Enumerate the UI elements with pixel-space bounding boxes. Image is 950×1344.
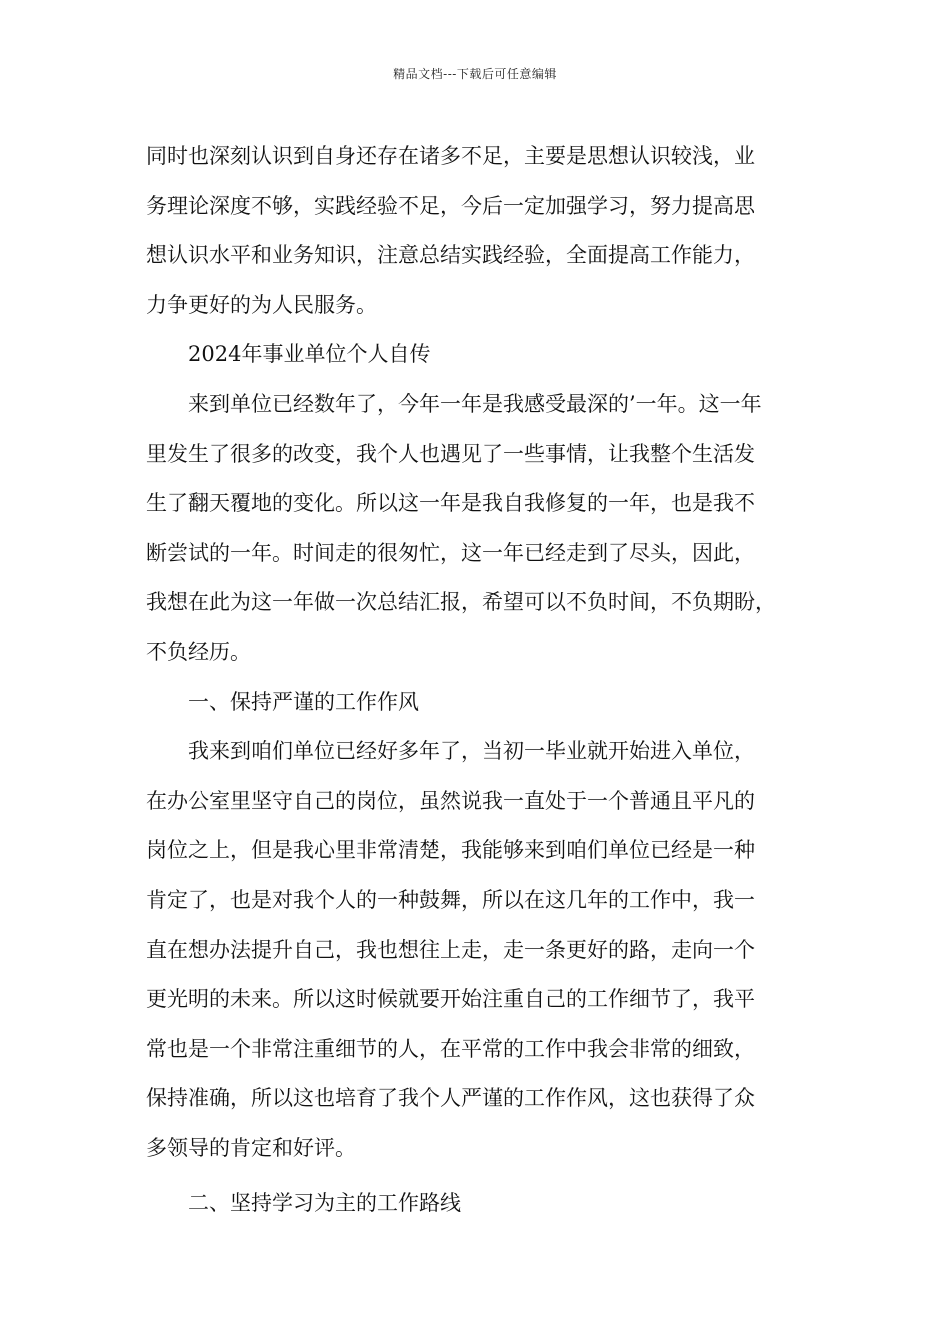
section-title: 2024年事业单位个人自传 bbox=[188, 342, 431, 367]
text-line: 常也是一个非常注重细节的人，在平常的工作中我会非常的细致， bbox=[146, 1036, 755, 1061]
section-heading: 一、保持严谨的工作作风 bbox=[188, 689, 419, 714]
text-line: 我来到咱们单位已经好多年了，当初一毕业就开始进入单位， bbox=[188, 739, 755, 764]
document-body bbox=[146, 132, 808, 1229]
text-line: 肯定了，也是对我个人的一种鼓舞，所以在这几年的工作中，我一 bbox=[146, 887, 755, 912]
text-line: 想认识水平和业务知识，注意总结实践经验，全面提高工作能力， bbox=[146, 243, 755, 268]
section-heading: 二、坚持学习为主的工作路线 bbox=[188, 1191, 461, 1216]
text-line: 生了翻天覆地的变化。所以这一年是我自我修复的一年，也是我不 bbox=[146, 491, 755, 516]
text-line: 来到单位已经数年了，今年一年是我感受最深的’一年。这一年 bbox=[188, 391, 762, 416]
text-line: 同时也深刻认识到自身还存在诸多不足，主要是思想认识较浅，业 bbox=[146, 144, 755, 168]
text-line: 务理论深度不够，实践经验不足，今后一定加强学习，努力提高思 bbox=[146, 193, 755, 218]
text-line: 更光明的未来。所以这时候就要开始注重自己的工作细节了，我平 bbox=[146, 987, 755, 1012]
text-line: 里发生了很多的改变，我个人也遇见了一些事情，让我整个生活发 bbox=[146, 441, 755, 466]
text-line: 在办公室里坚守自己的岗位，虽然说我一直处于一个普通且平凡的 bbox=[146, 788, 755, 813]
text-line: 断尝试的一年。时间走的很匆忙，这一年已经走到了尽头，因此， bbox=[146, 540, 755, 565]
text-line: 多领导的肯定和好评。 bbox=[146, 1135, 356, 1160]
text-line: 保持准确，所以这也培育了我个人严谨的工作作风，这也获得了众 bbox=[146, 1086, 755, 1111]
text-line: 不负经历。 bbox=[146, 639, 251, 664]
text-line: 力争更好的为人民服务。 bbox=[146, 292, 377, 317]
text-line: 直在想办法提升自己，我也想往上走，走一条更好的路，走向一个 bbox=[146, 937, 755, 962]
text-line: 岗位之上，但是我心里非常清楚，我能够来到咱们单位已经是一种 bbox=[146, 838, 755, 863]
page-header: 精品文档---下载后可任意编辑 bbox=[393, 67, 557, 81]
text-line: 我想在此为这一年做一次总结汇报，希望可以不负时间，不负期盼， bbox=[146, 590, 776, 615]
